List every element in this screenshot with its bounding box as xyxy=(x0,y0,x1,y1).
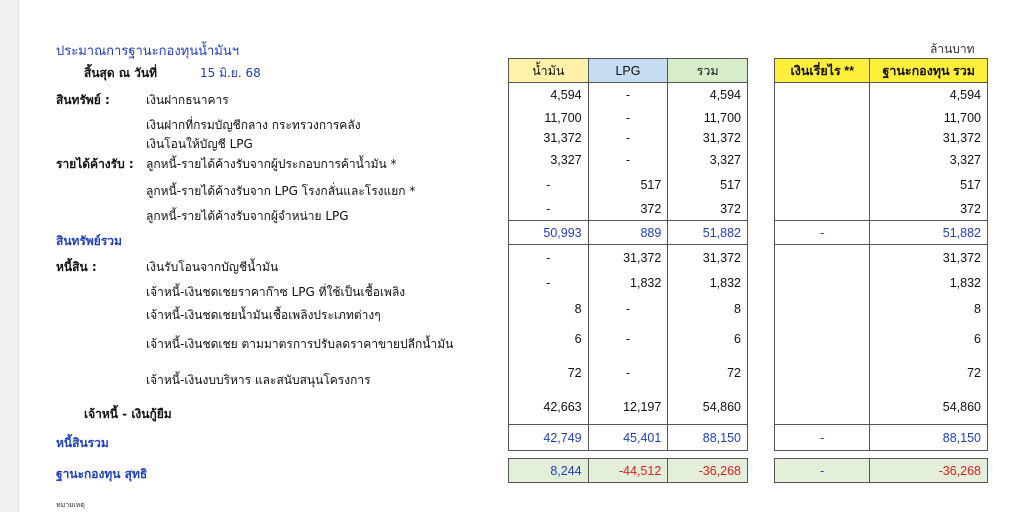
cell: 31,372 xyxy=(870,128,988,148)
cell: 1,832 xyxy=(588,271,668,295)
col-header-total: รวม xyxy=(668,59,748,83)
cell: 6 xyxy=(668,323,748,355)
as-of-date: 15 มิ.ย. 68 xyxy=(200,66,261,80)
col-header-loan: เงินเรี่ยไร ** xyxy=(775,59,870,83)
footnote: หมายเหตุ xyxy=(56,501,85,509)
cell: 3,327 xyxy=(509,148,589,172)
section-assets: สินทรัพย์ : xyxy=(56,93,110,107)
cell: 72 xyxy=(668,355,748,391)
cell: 517 xyxy=(588,172,668,198)
row-label: เจ้าหนี้-เงินชดเชยน้ำมันเชื้อเพลิงประเภทต่างๆ xyxy=(146,308,381,322)
cell xyxy=(775,245,870,271)
cell xyxy=(775,172,870,198)
cell: - xyxy=(509,271,589,295)
assets-total-fund: 51,882 xyxy=(870,221,988,245)
cell: 11,700 xyxy=(668,108,748,128)
assets-total-oil: 50,993 xyxy=(509,221,589,245)
as-of-label: สิ้นสุด ณ วันที่ xyxy=(84,66,157,80)
cell: 6 xyxy=(870,323,988,355)
fund-table xyxy=(774,58,988,483)
section-net: ฐานะกองทุน สุทธิ xyxy=(56,467,148,481)
cell: 54,860 xyxy=(668,391,748,425)
section-liabilities: หนี้สิน : xyxy=(56,260,97,274)
cell: - xyxy=(588,83,668,108)
row-label: เจ้าหนี้-เงินชดเชยราคาก๊าซ LPG ที่ใช้เป็นเชื้อเพลิง xyxy=(146,285,406,299)
cell: 4,594 xyxy=(509,83,589,108)
cell xyxy=(775,108,870,128)
cell xyxy=(775,83,870,108)
cell: 1,832 xyxy=(870,271,988,295)
cell: 8 xyxy=(668,295,748,323)
row-label: เจ้าหนี้-เงินชดเชย ตามมาตรการปรับลดราคาขายปลีกน้ำมัน xyxy=(146,337,454,351)
cell: - xyxy=(588,128,668,148)
cell: 11,700 xyxy=(509,108,589,128)
cell xyxy=(775,391,870,425)
cell: 517 xyxy=(668,172,748,198)
cell: 6 xyxy=(509,323,589,355)
row-label: เงินฝากที่กรมบัญชีกลาง กระทรวงการคลัง xyxy=(146,118,361,132)
cell: 517 xyxy=(870,172,988,198)
cell: 31,372 xyxy=(870,245,988,271)
cell xyxy=(775,271,870,295)
cell: - xyxy=(588,355,668,391)
cell: - xyxy=(588,323,668,355)
unit-label: ล้านบาท xyxy=(930,42,975,56)
row-label: เงินฝากธนาคาร xyxy=(146,93,229,107)
cell: 31,372 xyxy=(668,245,748,271)
row-label: เจ้าหนี้-เงินงบบริหาร และสนับสนุนโครงการ xyxy=(146,373,371,387)
liab-total-fund: 88,150 xyxy=(870,425,988,451)
cell: 42,663 xyxy=(509,391,589,425)
cell xyxy=(775,295,870,323)
cell: 12,197 xyxy=(588,391,668,425)
cell: 372 xyxy=(588,198,668,221)
window-left-edge xyxy=(0,0,19,512)
net-loan: - xyxy=(775,459,870,483)
cell: 372 xyxy=(668,198,748,221)
cell: 31,372 xyxy=(668,128,748,148)
section-loans: เจ้าหนี้ - เงินกู้ยืม xyxy=(84,407,172,421)
cell xyxy=(775,355,870,391)
liab-total-sum: 88,150 xyxy=(668,425,748,451)
liab-total-loan: - xyxy=(775,425,870,451)
cell: - xyxy=(588,148,668,172)
cell: 3,327 xyxy=(668,148,748,172)
cell xyxy=(775,148,870,172)
net-total: -36,268 xyxy=(668,459,748,483)
cell: 8 xyxy=(870,295,988,323)
cell: 31,372 xyxy=(588,245,668,271)
cell: 72 xyxy=(870,355,988,391)
net-fund: -36,268 xyxy=(870,459,988,483)
cell: 11,700 xyxy=(870,108,988,128)
row-label: ลูกหนี้-รายได้ค้างรับจากผู้จำหน่าย LPG xyxy=(146,209,349,223)
section-liabilities-total: หนี้สินรวม xyxy=(56,436,109,450)
col-header-oil: น้ำมัน xyxy=(509,59,589,83)
row-label: ลูกหนี้-รายได้ค้างรับจากผู้ประกอบการค้าน้ำมัน * xyxy=(146,157,397,171)
cell: - xyxy=(509,245,589,271)
col-header-lpg: LPG xyxy=(588,59,668,83)
main-table xyxy=(508,58,748,483)
cell: - xyxy=(509,198,589,221)
cell: - xyxy=(588,108,668,128)
assets-total-sum: 51,882 xyxy=(668,221,748,245)
net-oil: 8,244 xyxy=(509,459,589,483)
page-title: ประมาณการฐานะกองทุนน้ำมันฯ xyxy=(56,44,240,59)
assets-total-loan: - xyxy=(775,221,870,245)
cell xyxy=(775,323,870,355)
cell xyxy=(775,128,870,148)
cell: 4,594 xyxy=(668,83,748,108)
cell: 1,832 xyxy=(668,271,748,295)
cell: 3,327 xyxy=(870,148,988,172)
cell: - xyxy=(588,295,668,323)
row-label: ลูกหนี้-รายได้ค้างรับจาก LPG โรงกลั่นและโรงแยก * xyxy=(146,184,416,198)
cell: 54,860 xyxy=(870,391,988,425)
cell: - xyxy=(509,172,589,198)
liab-total-oil: 42,749 xyxy=(509,425,589,451)
section-receivables: รายได้ค้างรับ : xyxy=(56,157,134,171)
cell: 8 xyxy=(509,295,589,323)
liab-total-lpg: 45,401 xyxy=(588,425,668,451)
net-lpg: -44,512 xyxy=(588,459,668,483)
row-label: เงินรับโอนจากบัญชีน้ำมัน xyxy=(146,260,279,274)
cell: 31,372 xyxy=(509,128,589,148)
col-header-fund-total: ฐานะกองทุน รวม xyxy=(870,59,988,83)
cell: 4,594 xyxy=(870,83,988,108)
cell: 72 xyxy=(509,355,589,391)
cell: 372 xyxy=(870,198,988,221)
assets-total-lpg: 889 xyxy=(588,221,668,245)
cell xyxy=(775,198,870,221)
row-label: เงินโอนให้บัญชี LPG xyxy=(146,137,253,151)
section-assets-total: สินทรัพย์รวม xyxy=(56,234,122,248)
